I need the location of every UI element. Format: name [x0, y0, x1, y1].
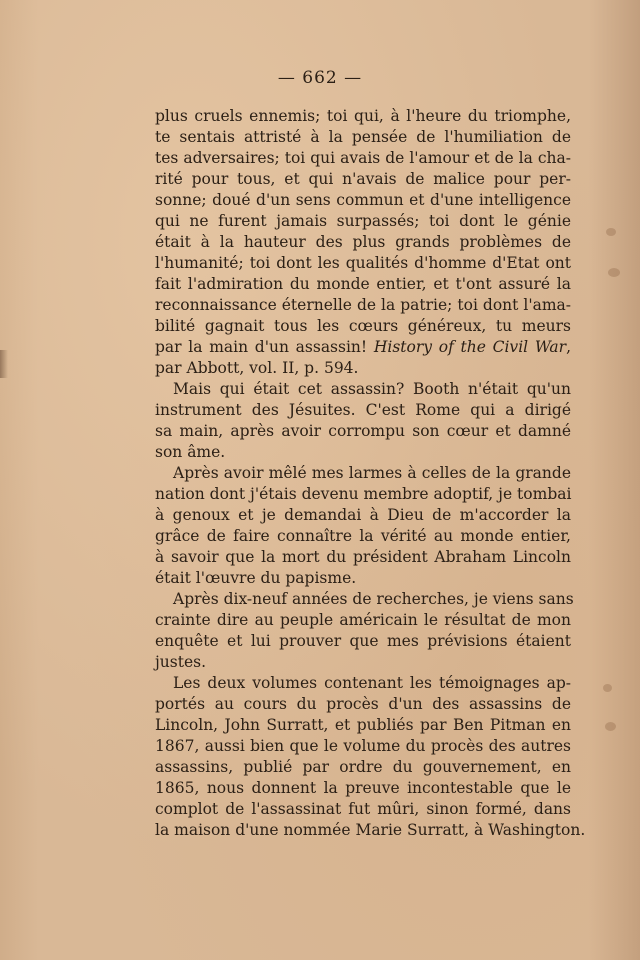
foxing-spot	[608, 268, 620, 277]
text-line: par Abbott, vol. II, p. 594.	[155, 359, 359, 377]
foxing-spot	[606, 228, 616, 236]
text-line: complot de l'assassinat fut mûri, sinon formé, dans	[155, 800, 571, 818]
text-line: assassins, publié par ordre du gouvernement, en	[155, 758, 571, 776]
text-line: Après avoir mêlé mes larmes à celles de la grande	[173, 464, 571, 482]
text-line: fait l'admiration du monde entier, et t'ont assuré la	[155, 275, 571, 293]
text-line: sa main, après avoir corrompu son cœur et damné	[155, 422, 571, 440]
text-line: rité pour tous, et qui n'avais de malice pour per-	[155, 170, 571, 188]
text-line: Les deux volumes contenant les témoignages ap-	[173, 674, 571, 692]
foxing-spot	[603, 684, 612, 692]
text-line: 1865, nous donnent la preuve incontestable que le	[155, 779, 571, 797]
text-line: plus cruels ennemis; toi qui, à l'heure du triomphe,	[155, 107, 571, 125]
text-line: 1867, aussi bien que le volume du procès des autres	[155, 737, 571, 755]
text-line: crainte dire au peuple américain le résultat de mon	[155, 611, 571, 629]
page-edge-tear	[0, 350, 8, 378]
text-line: était à la hauteur des plus grands problèmes de	[155, 233, 571, 251]
body-text	[155, 106, 586, 841]
text-line: nation dont j'étais devenu membre adoptif, je tombai	[155, 485, 572, 503]
text-line: grâce de faire connaître la vérité au monde entier,	[155, 527, 571, 545]
text-line: reconnaissance éternelle de la patrie; toi dont l'ama-	[155, 296, 571, 314]
text-line: l'humanité; toi dont les qualités d'homme d'Etat ont	[155, 254, 571, 272]
foxing-spot	[605, 722, 616, 731]
text-line: enquête et lui prouver que mes prévisions étaient	[155, 632, 571, 650]
text-line: bilité gagnait tous les cœurs généreux, tu meurs	[155, 317, 571, 335]
text-line: Mais qui était cet assassin? Booth n'était qu'un	[173, 380, 571, 398]
text-line: était l'œuvre du papisme.	[155, 569, 357, 587]
text-line: instrument des Jésuites. C'est Rome qui a dirigé	[155, 401, 571, 419]
text-line: tes adversaires; toi qui avais de l'amour et de la cha-	[155, 149, 571, 167]
text-line: sonne; doué d'un sens commun et d'une intelligence	[155, 191, 571, 209]
text-line: son âme.	[155, 443, 226, 461]
text-line: Après dix-neuf années de recherches, je viens sans	[173, 590, 574, 608]
text-line: par la main d'un assassin! History of the Civil War,	[155, 338, 571, 356]
page-number: — 662 —	[277, 68, 363, 88]
italic-title: History of the Civil War	[373, 338, 567, 356]
text-line: qui ne furent jamais surpassés; toi dont le génie	[155, 212, 571, 230]
text-line: à savoir que la mort du président Abraham Lincoln	[155, 548, 571, 566]
text-line: à genoux et je demandai à Dieu de m'accorder la	[155, 506, 571, 524]
text-line: la maison d'une nommée Marie Surratt, à Washington.	[155, 821, 586, 839]
text-line: portés au cours du procès d'un des assassins de	[155, 695, 571, 713]
text-line: justes.	[155, 653, 207, 671]
text-line: Lincoln, John Surratt, et publiés par Ben Pitman en	[155, 716, 571, 734]
text-line: te sentais attristé à la pensée de l'humiliation de	[155, 128, 571, 146]
